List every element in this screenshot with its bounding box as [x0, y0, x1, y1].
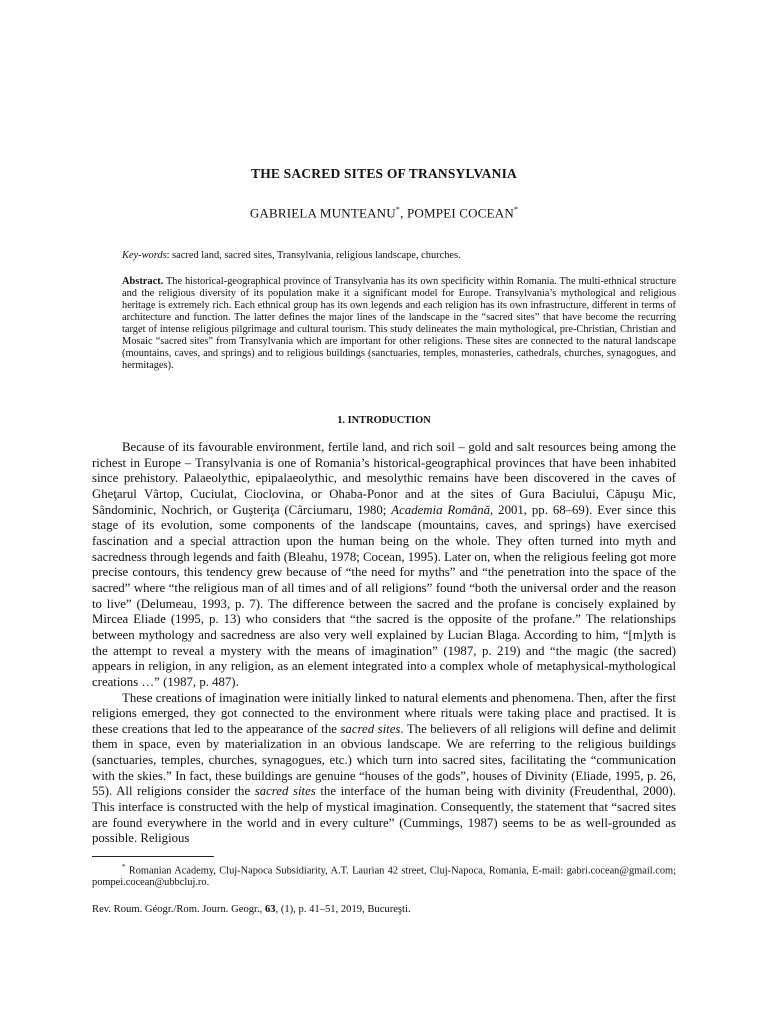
keywords	[122, 250, 676, 261]
footnote-rule	[92, 856, 214, 857]
paragraph-italic: sacred sites	[254, 784, 316, 799]
paragraph-italic: sacred sites	[340, 721, 401, 736]
affiliation-mark: *	[513, 205, 519, 214]
journal-volume: 63	[264, 904, 276, 915]
abstract-text: The historical-geographical province of Transylvania has its own specificity within Romania. The multi-ethnical structure and the religious diversity of its population make it a significant model for Europe. Transylvania’s mythological and religious heritage is extremely rich. Each ethnical group has its own legends and each religion has its own infrastructure, different in terms of architecture and function. The latter defines the major lines of the landscape in the “sacred sites” that have become the recurring target of intense religious pilgrimage and cultural tourism. This study delineates the main mythological, pre-Christian, Christian and Mosaic “sacred sites” from Transylvania which are important for other religions. These sites are connected to the natural landscape (mountains, caves, and springs) and to religious buildings (sanctuaries, temples, monasteries, cathedrals, churches, synagogues, and hermitages).	[122, 276, 676, 371]
footnote-text: Romanian Academy, Cluj-Napoca Subsidiarity, A.T. Laurian 42 street, Cluj-Napoca, Romania, E-mail: gabri.cocean@gmail.com; pompei.cocean@ubbcluj.ro.	[92, 865, 676, 889]
author-name: GABRIELA MUNTEANU	[249, 205, 396, 221]
paragraph-text: , 2001, pp. 68–69). Ever since this stage of its evolution, some components of the landscape (mountains, caves, and springs) have exercised fascination and a special attraction upon the human being on the whole. They often turned into myth and sacredness through legends and faith (Bleahu, 1978; Cocean, 1995). Later on, when the religious feeling got more precise contours, this tendency grew because of “the need for myths” and “the penetration into the space of the sacred” where “the religious man of all times and of all religions” found “both the universal order and the reason to live” (Delumeau, 1993, p. 7). The difference between the sacred and the profane is concisely explained by Mircea Eliade (1995, p. 13) who considers that “the sacred is the opposite of the profane.” The relationships between mythology and sacredness are also very well explained by Lucian Blaga. According to him, “[m]yth is the attempt to reveal a mystery with the means of imagination” (1987, p. 219) and “the magic (the sacred) appears in religion, in any religion, as an element integrated into a complex whole of metaphysical-mythological creations …” (1987, p. 487).	[92, 502, 676, 689]
paragraph	[92, 691, 676, 848]
journal-pages: , (1), p. 41–51, 2019, Bucureşti.	[275, 904, 411, 915]
keywords-label: Key-words	[122, 250, 167, 261]
abstract-label: Abstract.	[122, 276, 164, 287]
paragraph-text: the interface of the human being with divinity (Freudenthal, 2000). This interface is constructed with the help of mystical imagination. Consequently, the statement that “sacred sites are found everywhere in the world and in every culture” (Cummings, 1987) seems to be as well-grounded as possible. Religious	[92, 784, 677, 846]
author-name: POMPEI COCEAN	[406, 205, 514, 221]
body-text	[92, 440, 676, 847]
paragraph-text: Because of its favourable environment, fertile land, and rich soil – gold and salt resources being among the richest in Europe – Transylvania is one of Romania’s historical-geographical provinces that have been inhabited since prehistory. Palaeolythic, epipalaeolythic, and mesolythic remains have been discovered in the caves of Gheţarul Vârtop, Cuciulat, Cioclovina, or Ohaba-Ponor and at the sites of Gura Baciului, Căpuşu Mic, Sândominic, Nochrich, or Guşteriţa (Cârciumaru, 1980;	[92, 440, 676, 517]
section-heading: 1. INTRODUCTION	[337, 415, 431, 426]
affiliation-mark: *	[395, 205, 401, 214]
journal-name: Rev. Roum. Géogr./Rom. Journ. Geogr.,	[92, 904, 265, 915]
author-separator: ,	[400, 205, 407, 221]
footnote-mark: *	[122, 863, 126, 871]
keywords-text: : sacred land, sacred sites, Transylvania, religious landscape, churches.	[166, 250, 461, 261]
paragraph	[92, 440, 676, 691]
author-line	[92, 205, 676, 221]
paper-title: THE SACRED SITES OF TRANSYLVANIA	[251, 166, 517, 181]
footnote	[92, 861, 676, 889]
paper-page	[92, 0, 676, 1024]
paragraph-italic: Academia Română	[391, 502, 491, 517]
abstract	[122, 276, 676, 372]
journal-citation	[92, 904, 676, 915]
paragraph-text: These creations of imagination were initially linked to natural elements and phenomena. Then, after the first religions emerged, they got connected to the environment where rituals were taking place and practised. It is these creations that led to the appearance of the	[92, 690, 676, 736]
paragraph-text: . The believers of all religions will define and delimit them in space, even by materialization in an obvious landscape. We are referring to the religious buildings (sanctuaries, temples, churches, synagogues, etc.) which turn into sacred sites, facilitating the “communication with the skies.” In fact, these buildings are genuine “houses of the gods”, houses of Divinity (Eliade, 1995, p. 26, 55). All religions consider the	[92, 721, 676, 799]
